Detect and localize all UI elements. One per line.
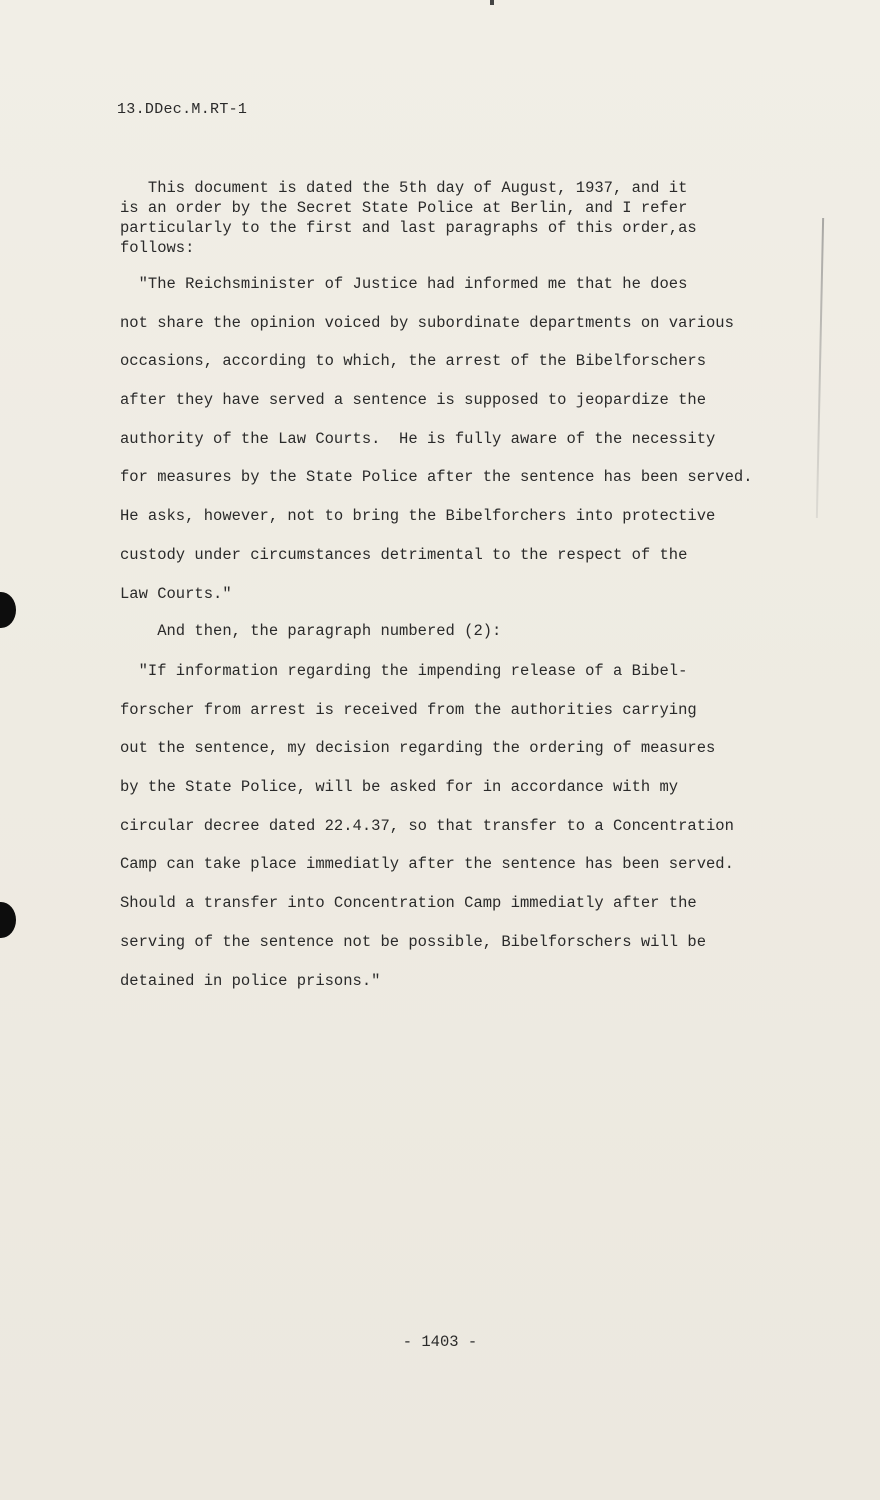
text-line: serving of the sentence not be possible, Bibelforschers will be [120, 932, 706, 951]
intro-paragraph [120, 178, 760, 258]
text-line: circular decree dated 22.4.37, so that transfer to a Concentration [120, 816, 734, 835]
text-line: after they have served a sentence is supposed to jeopardize the [120, 391, 706, 410]
text-line: particularly to the first and last paragraphs of this order,as [120, 219, 697, 237]
text-line: occasions, according to which, the arrest of the Bibelforschers [120, 352, 706, 371]
text-line: detained in police prisons." [120, 971, 381, 990]
text-line: Law Courts." [120, 584, 232, 603]
punch-hole-upper [0, 592, 16, 628]
paragraph-two-intro: And then, the paragraph numbered (2): [120, 622, 502, 640]
text-line: He asks, however, not to bring the Bibelforchers into protective [120, 507, 716, 526]
text-line: "The Reichsminister of Justice had informed me that he does [120, 275, 688, 293]
quotation-first [120, 274, 800, 622]
text-line: Camp can take place immediatly after the sentence has been served. [120, 855, 734, 874]
text-line: out the sentence, my decision regarding the ordering of measures [120, 739, 716, 758]
text-line: "If information regarding the impending release of a Bibel- [120, 662, 688, 680]
text-line: Should a transfer into Concentration Camp immediatly after the [120, 894, 697, 913]
text-line: This document is dated the 5th day of August, 1937, and it [120, 179, 688, 197]
top-edge-mark [490, 0, 494, 5]
margin-pencil-line [816, 218, 824, 518]
document-reference: 13.DDec.M.RT-1 [117, 101, 248, 118]
punch-hole-lower [0, 902, 16, 938]
text-line: custody under circumstances detrimental to the respect of the [120, 545, 688, 564]
text-line: for measures by the State Police after the sentence has been served. [120, 468, 753, 487]
text-line: follows: [120, 239, 195, 257]
text-line: is an order by the Secret State Police at Berlin, and I refer [120, 199, 688, 217]
text-line: not share the opinion voiced by subordinate departments on various [120, 313, 734, 332]
text-line: authority of the Law Courts. He is fully aware of the necessity [120, 429, 716, 448]
text-line: by the State Police, will be asked for in accordance with my [120, 778, 679, 797]
quotation-second [120, 661, 800, 1009]
text-line: forscher from arrest is received from the authorities carrying [120, 700, 697, 719]
page-number: - 1403 - [402, 1333, 478, 1351]
